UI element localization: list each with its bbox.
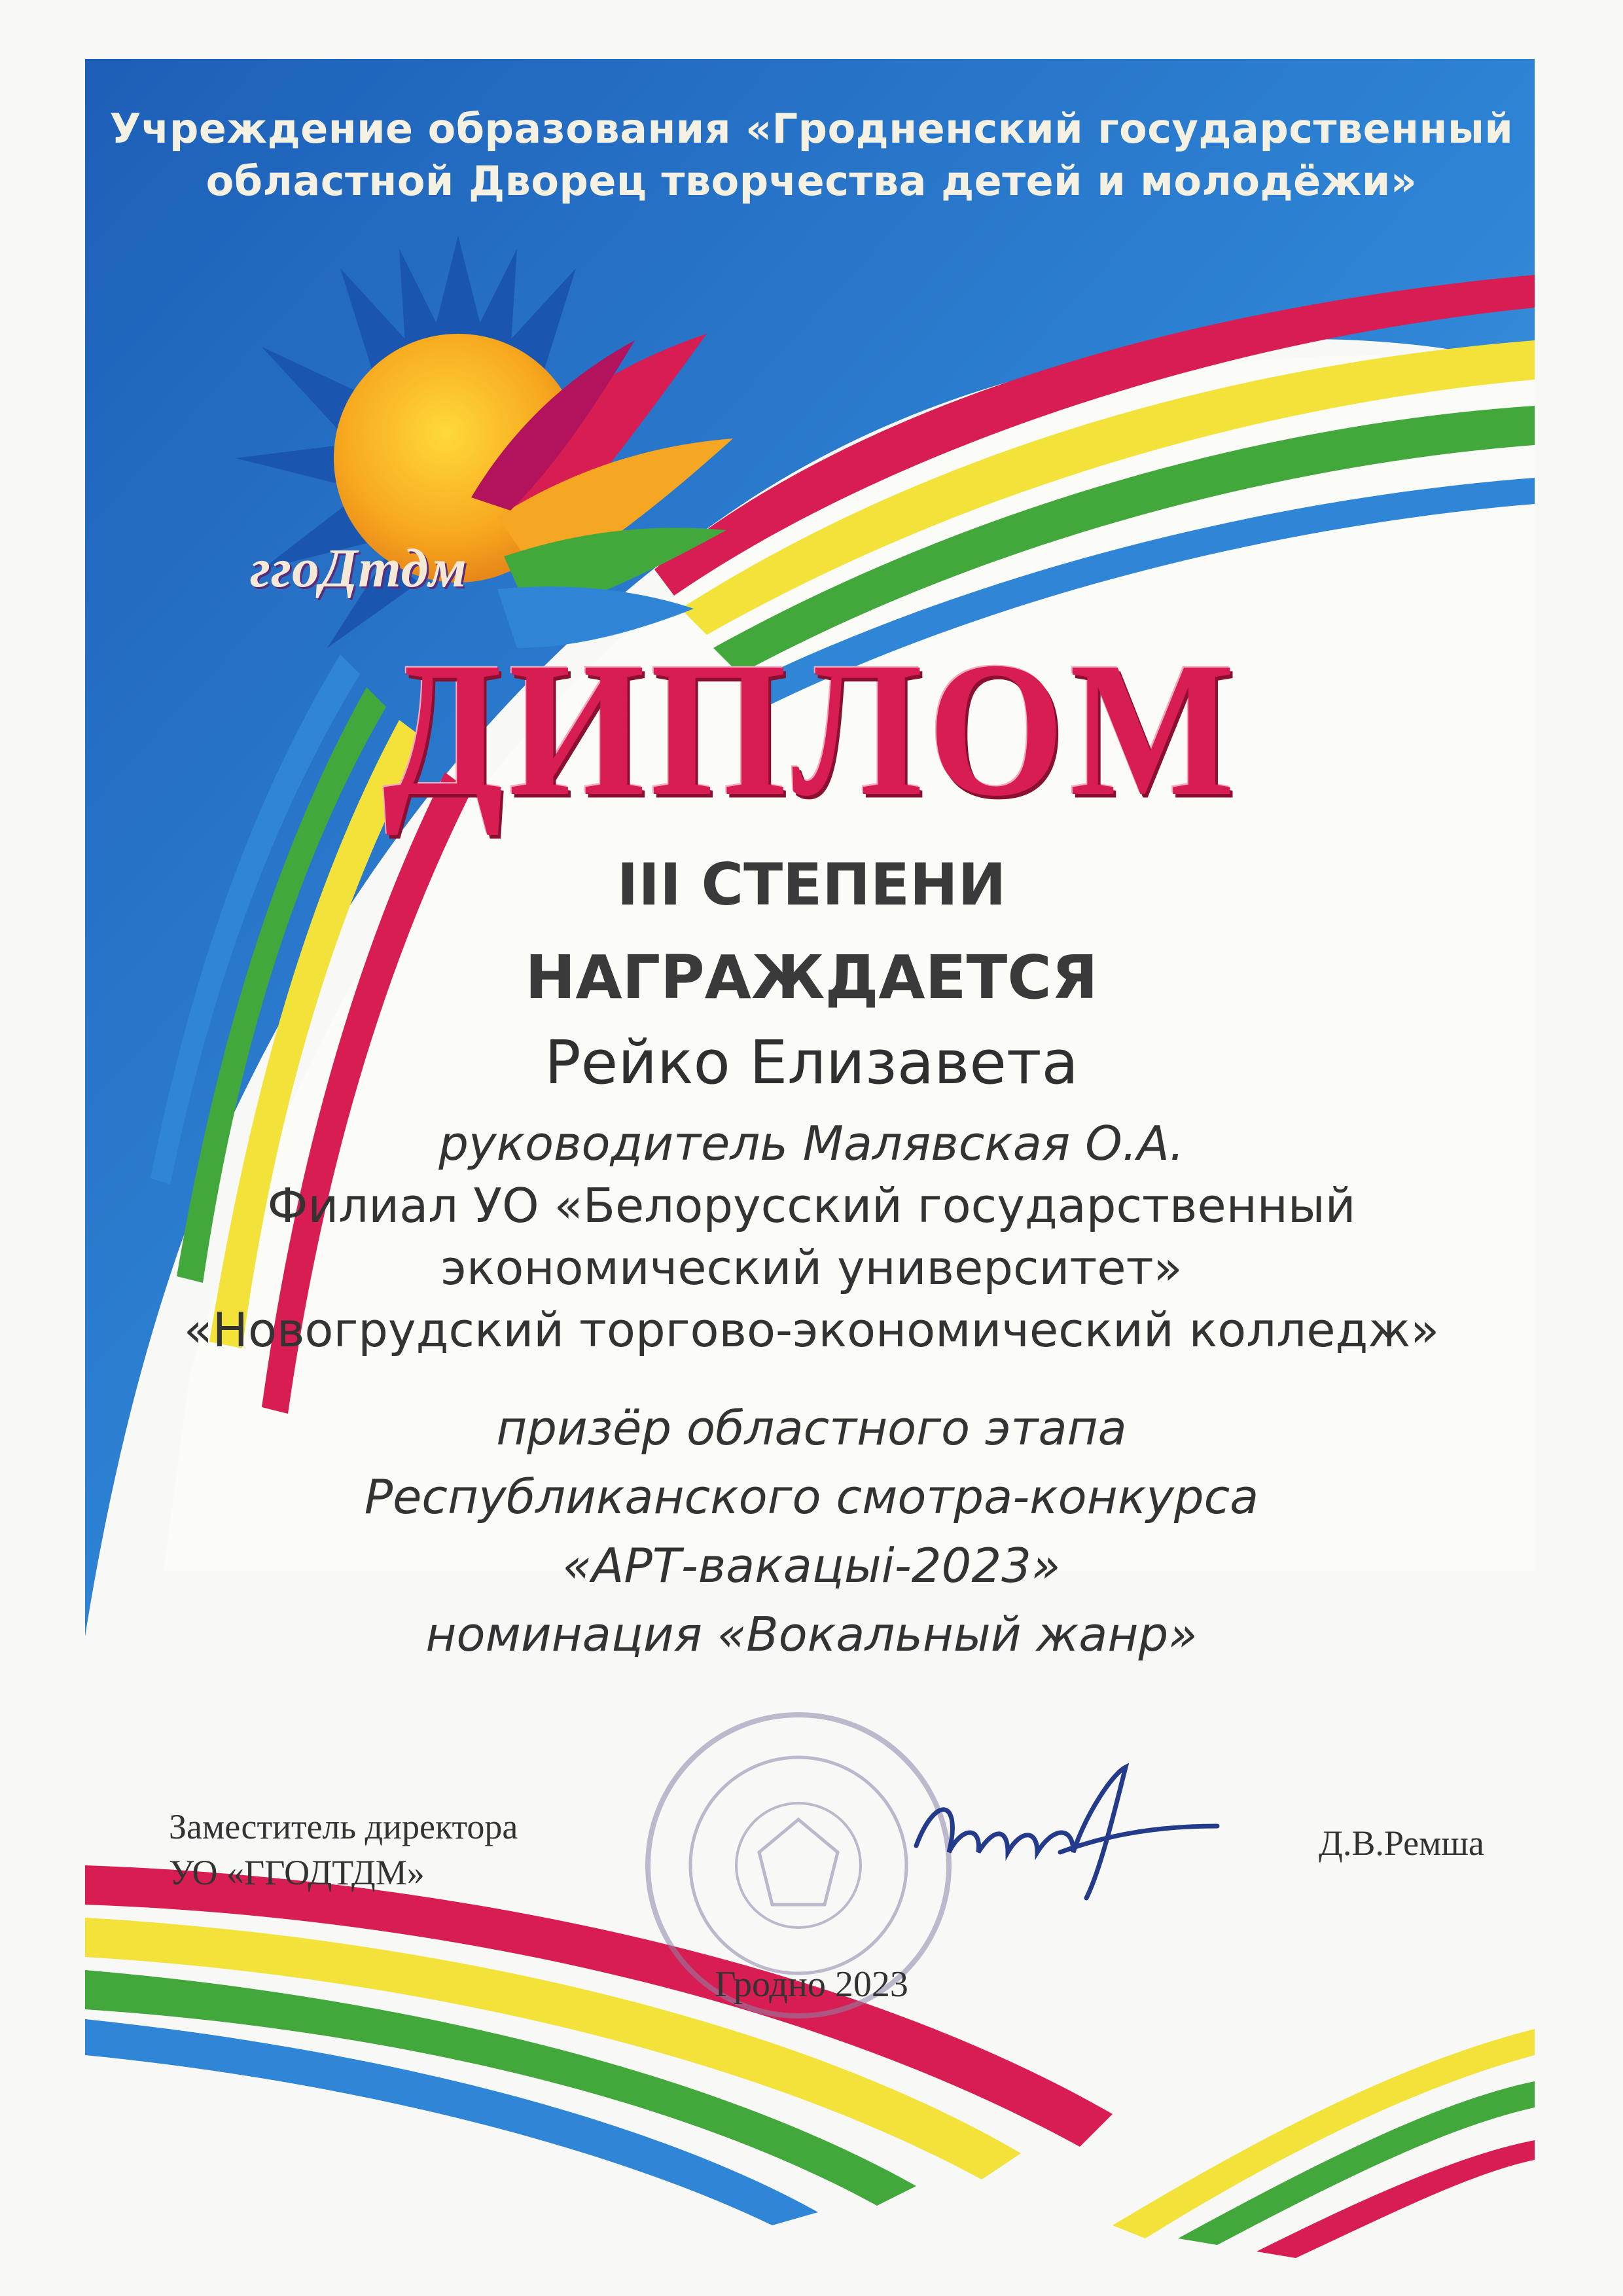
supervisor: руководитель Малявская О.А. xyxy=(438,1116,1185,1171)
recipient-name: Рейко Елизавета xyxy=(544,1028,1079,1098)
achievement-line-4: номинация «Вокальный жанр» xyxy=(425,1607,1198,1662)
achievement-line-2: Республиканского смотра-конкурса xyxy=(364,1469,1259,1524)
organization-line-1: Филиал УО «Белорусский государственный xyxy=(267,1178,1356,1233)
place-year: Гродно 2023 xyxy=(715,1964,908,2005)
signatory-position-line-2: УО «ГГОДТДМ» xyxy=(169,1853,425,1892)
organization-line-2: экономический университет» xyxy=(440,1240,1183,1295)
signatory-name: Д.В.Ремша xyxy=(1319,1823,1484,1863)
logo-text: ггоДтдм xyxy=(250,538,467,599)
signatory-position-line-1: Заместитель директора xyxy=(169,1807,518,1846)
achievement-line-1: призёр областного этапа xyxy=(496,1401,1127,1456)
organization-line-3: «Новогрудский торгово-экономический колледж» xyxy=(183,1302,1440,1357)
header-line-1: Учреждение образования «Гродненский государственный xyxy=(109,105,1514,152)
awarded-heading: НАГРАЖДАЕТСЯ xyxy=(525,942,1098,1013)
achievement-line-3: «АРТ-вакацыі-2023» xyxy=(562,1538,1061,1593)
diploma-title: ДИПЛОМ xyxy=(382,622,1241,836)
header-line-2: областной Дворец творчества детей и молодёжи» xyxy=(205,157,1418,205)
degree: III СТЕПЕНИ xyxy=(616,851,1007,918)
